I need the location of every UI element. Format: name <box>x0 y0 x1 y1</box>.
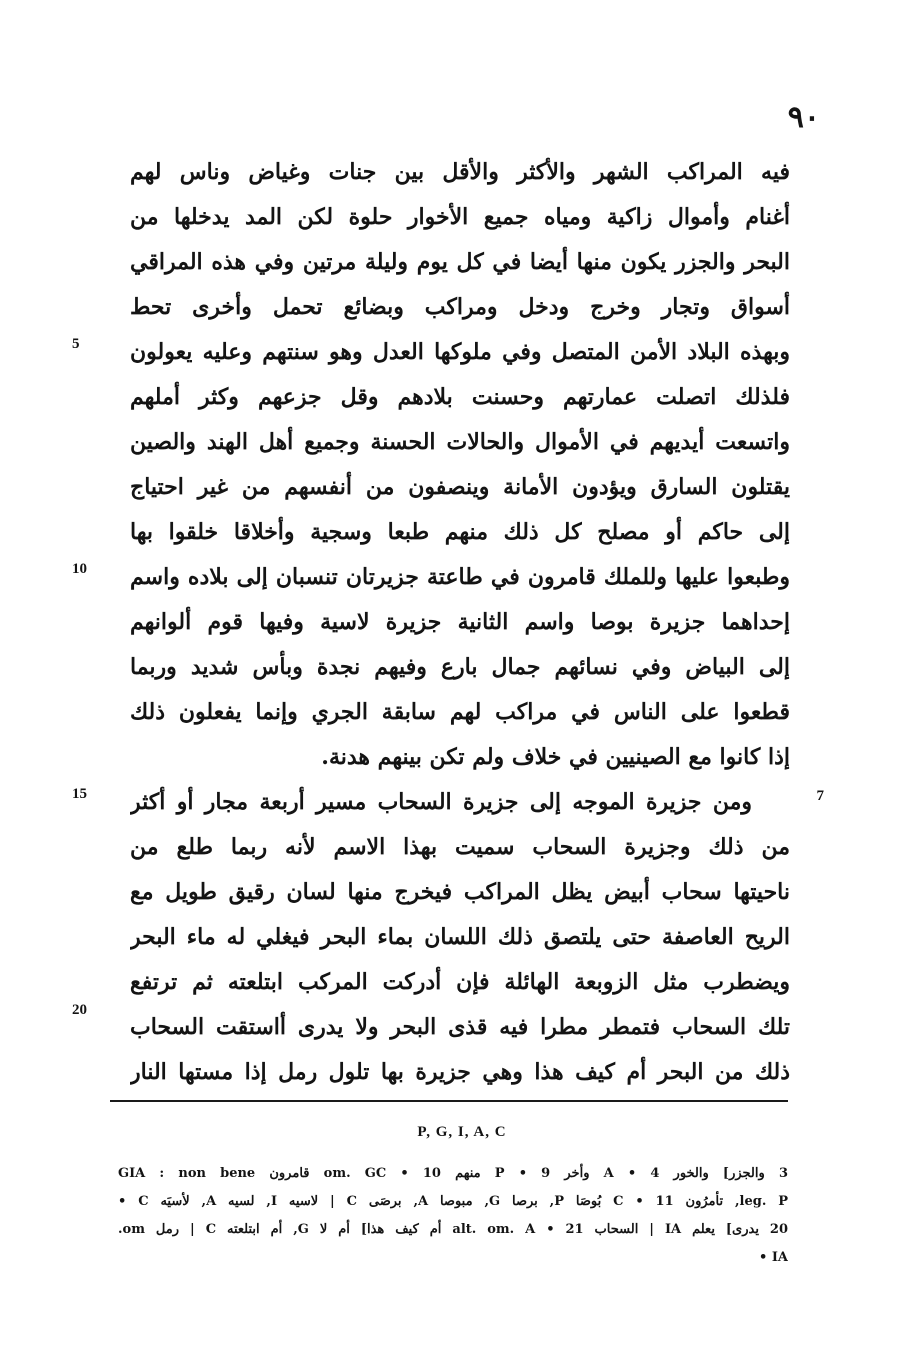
text-line: الريح العاصفة حتى يلتصق ذلك اللسان بماء البحر فيغلي له ماء البحر <box>130 924 790 950</box>
text-line: من ذلك وجزيرة السحاب سميت بهذا الاسم لأنه ربما طلع من <box>130 834 790 860</box>
paragraph-number: 7 <box>816 788 824 804</box>
apparatus-line: IA • <box>758 1250 788 1265</box>
text-line: ناحيتها سحاب أبيض يظل المراكب فيخرج منها لسان رقيق طويل مع <box>130 879 790 905</box>
text-line: ذلك من البحر أم كيف هذا وهي جزيرة بها تلول رمل إذا مستها النار <box>130 1059 790 1085</box>
footnote-divider <box>110 1100 788 1102</box>
page-number: ٩٠ <box>787 100 820 135</box>
text-line: أسواق وتجار وخرج ودخل ومراكب وبضائع تحمل وأخرى تحط <box>130 294 790 320</box>
text-line: إحداهما جزيرة بوصا واسم الثانية جزيرة لاسية وفيها قوم ألوانهم <box>130 609 790 635</box>
apparatus-line: leg. P, تأمرُون C • 11 بُوصَا P, برصا G, مبوصا A, برصَى C | لاسيه I, لسيه A, لأسيَه C • <box>118 1194 788 1209</box>
line-number-5: 5 <box>72 336 80 352</box>
text-line: إذا كانوا مع الصينيين في خلاف ولم تكن بينهم هدنة. <box>321 744 790 770</box>
text-line: وطبعوا عليها وللملك قامرون في طاعتة جزيرتان تنسبان إلى بلاده واسم <box>130 564 790 590</box>
line-number-20: 20 <box>72 1002 87 1018</box>
text-line: وبهذه البلاد الأمن المتصل وفي ملوكها العدل وهو سنتهم وعليه يعولون <box>130 339 790 365</box>
text-line: قطعوا على الناس في مراكب لهم سابقة الجري وإنما يفعلون ذلك <box>130 699 790 725</box>
text-line: واتسعت أيديهم في الأموال والحالات الحسنة وجميع أهل الهند والصين <box>130 429 790 455</box>
text-line: إلى البياض وفي نسائهم جمال بارع وفيهم نجدة وبأس شديد وربما <box>130 654 790 680</box>
main-text <box>130 150 790 1095</box>
text-line: إلى حاكم أو مصلح كل ذلك منهم طبعا وسجية وأخلاقا خلقوا بها <box>130 519 790 545</box>
text-line: البحر والجزر يكون منها أيضا في كل يوم وليلة مرتين وفي هذه المراقي <box>130 249 790 275</box>
line-number-15: 15 <box>72 786 87 802</box>
text-line: ومن جزيرة الموجه إلى جزيرة السحاب مسير أربعة مجار أو أكثر <box>130 789 752 815</box>
text-line: يقتلون السارق ويؤدون الأمانة وينصفون من أنفسهم من غير احتياج <box>130 474 790 500</box>
text-line: أغنام وأموال زاكية ومياه جميع الأخوار حلوة لكن المد يدخلها من <box>130 204 790 230</box>
line-number-10: 10 <box>72 561 87 577</box>
apparatus-line: 3 والجزر] والخور A • 4 وأخر P • 9 منهم om. GC • 10 قامرون GIA : non bene <box>118 1166 788 1181</box>
text-line: فيه المراكب الشهر والأكثر والأقل بين جنات وغياض وناس لهم <box>130 159 790 185</box>
critical-apparatus <box>118 1160 788 1272</box>
text-line: تلك السحاب فتمطر مطرا فيه قذى البحر ولا يدرى أاستقت السحاب <box>130 1014 790 1040</box>
text-line: فلذلك اتصلت عمارتهم وحسنت بلادهم وقل جزعهم وكثر أملهم <box>130 384 790 410</box>
apparatus-title: P, G, I, A, C <box>417 1124 507 1140</box>
text-line: ويضطرب مثل الزوبعة الهائلة فإن أدركت المركب ابتلعته ثم ترتفع <box>130 969 790 995</box>
apparatus-line: 20 يدرى] يعلم IA | السحاب alt. om. A • 21 أم كيف هذا] أم لا G, أم ابتلعته C | رمل om. <box>118 1222 788 1237</box>
